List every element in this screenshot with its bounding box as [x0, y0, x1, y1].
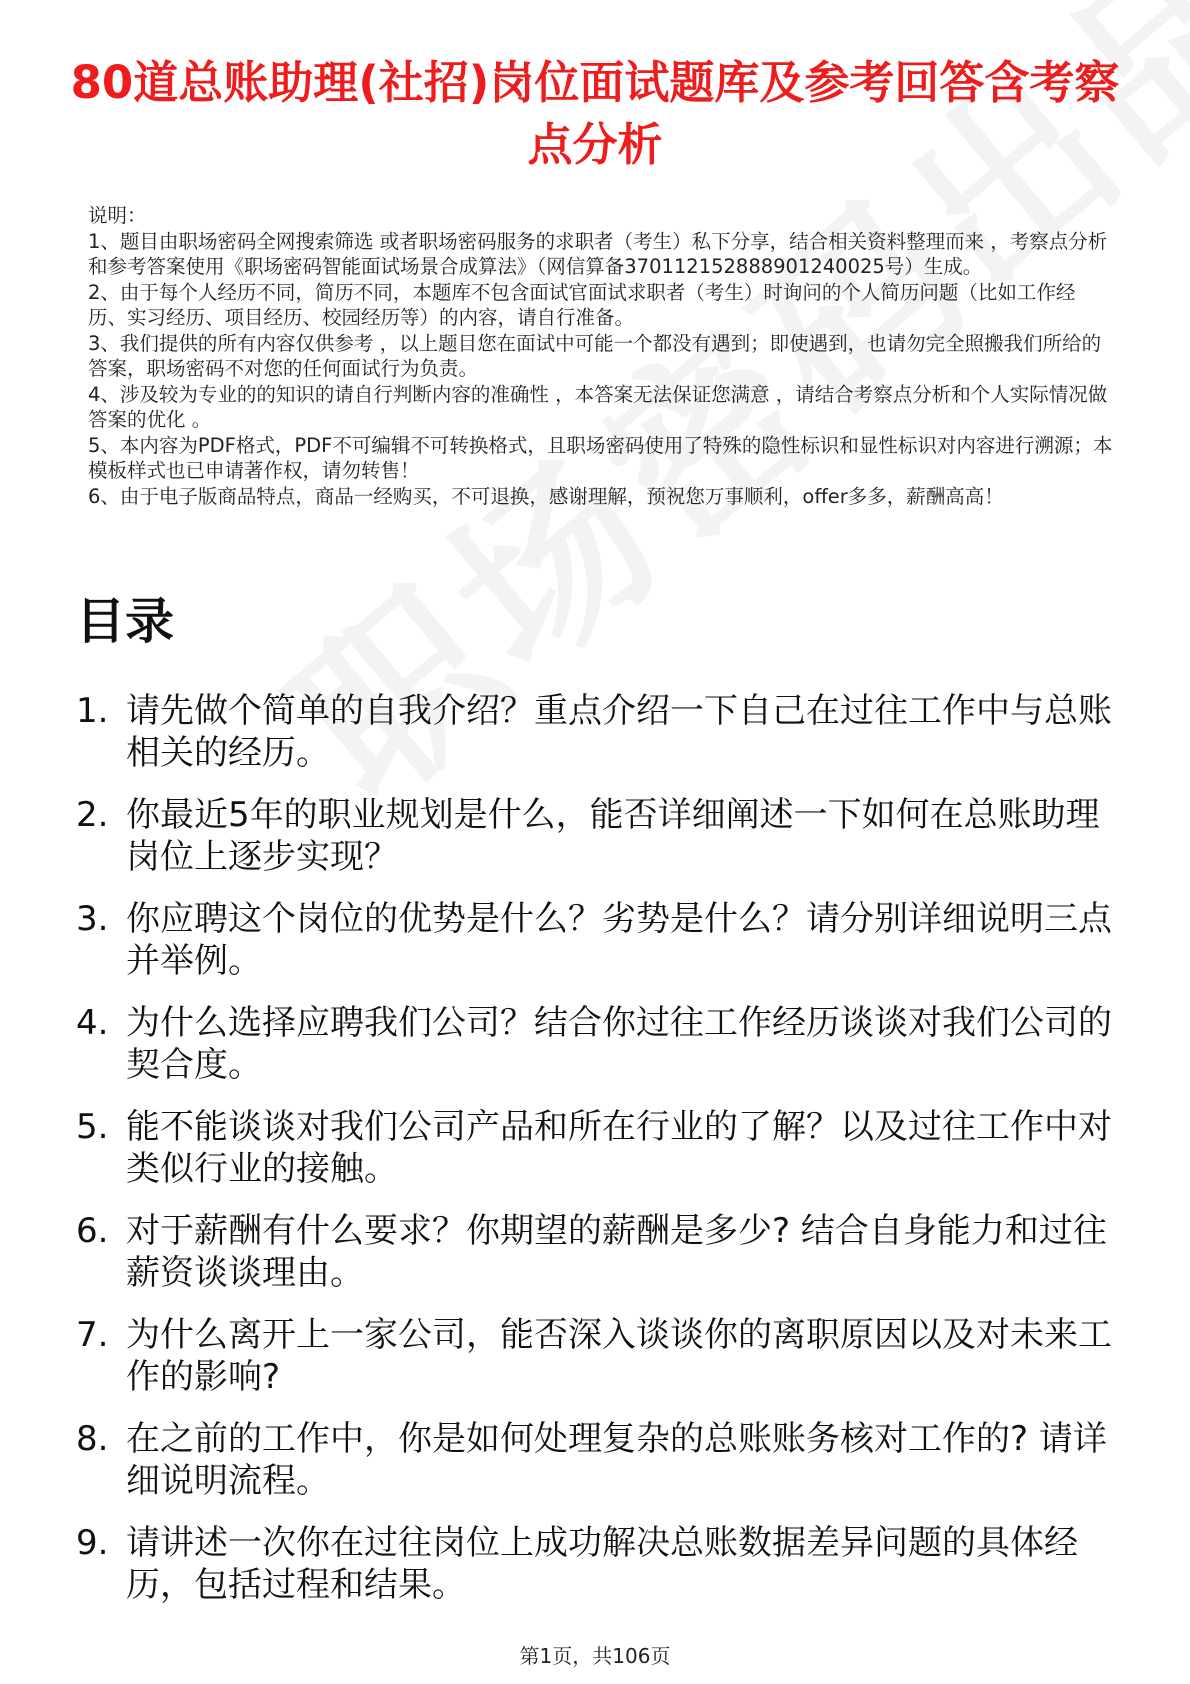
toc-item[interactable]: [76, 1210, 1126, 1294]
toc-item-text: 为什么选择应聘我们公司？结合你过往工作经历谈谈对我们公司的契合度。: [126, 1003, 1112, 1085]
toc-list: [76, 690, 1126, 1626]
toc-item[interactable]: [76, 1106, 1126, 1190]
toc-item-text: 在之前的工作中，你是如何处理复杂的总账账务核对工作的? 请详细说明流程。: [126, 1419, 1107, 1501]
toc-item[interactable]: [76, 1522, 1126, 1606]
toc-item-text: 请先做个简单的自我介绍？重点介绍一下自己在过往工作中与总账相关的经历。: [126, 691, 1112, 773]
page-footer: 第1页，共106页: [519, 1644, 671, 1668]
toc-heading: 目录: [76, 593, 175, 650]
toc-item-number: 1.: [76, 691, 109, 731]
toc-item[interactable]: [76, 1418, 1126, 1502]
toc-item-text: 能不能谈谈对我们公司产品和所在行业的了解？以及过往工作中对类似行业的接触。: [126, 1107, 1112, 1189]
toc-item[interactable]: [76, 1002, 1126, 1086]
note-item: 3、我们提供的所有内容仅供参考 ，以上题目您在面试中可能一个都没有遇到；即使遇到，也请勿完全照搬我们所给的答案，职场密码不对您的任何面试行为负责。: [88, 331, 1102, 380]
toc-item-text: 请讲述一次你在过往岗位上成功解决总账数据差异问题的具体经历，包括过程和结果。: [126, 1523, 1078, 1605]
toc-item-number: 8.: [76, 1419, 109, 1459]
toc-item-text: 你最近5年的职业规划是什么，能否详细阐述一下如何在总账助理岗位上逐步实现？: [126, 795, 1100, 877]
toc-item[interactable]: [76, 690, 1126, 774]
document-title: 80道总账助理(社招)岗位面试题库及参考回答含考察点分析: [70, 56, 1120, 171]
toc-item-number: 2.: [76, 795, 109, 835]
notes-section: [88, 203, 1113, 509]
toc-item-number: 7.: [76, 1315, 109, 1355]
note-item: 5、本内容为PDF格式，PDF不可编辑不可转换格式，且职场密码使用了特殊的隐性标识和显性标识对内容进行溯源；本模板样式也已申请著作权，请勿转售！: [88, 433, 1113, 482]
toc-item-number: 6.: [76, 1211, 109, 1251]
toc-item-number: 9.: [76, 1523, 109, 1563]
note-item: 4、涉及较为专业的的知识的请自行判断内容的准确性 ，本答案无法保证您满意 ，请结合考察点分析和个人实际情况做答案的优化 。: [88, 382, 1108, 431]
notes-heading: 说明：: [88, 204, 147, 227]
note-item: 2、由于每个人经历不同，简历不同，本题库不包含面试官面试求职者（考生）时询问的个人简历问题（比如工作经历、实习经历、项目经历、校园经历等）的内容，请自行准备。: [88, 280, 1076, 329]
toc-item[interactable]: [76, 1314, 1126, 1398]
toc-item-number: 5.: [76, 1107, 109, 1147]
toc-item-text: 对于薪酬有什么要求？你期望的薪酬是多少? 结合自身能力和过往薪资谈谈理由。: [126, 1211, 1107, 1293]
toc-item[interactable]: [76, 794, 1126, 878]
toc-item-number: 3.: [76, 899, 109, 939]
note-item: 1、题目由职场密码全网搜索筛选 或者职场密码服务的求职者（考生）私下分享，结合相关资料整理而来 ，考察点分析和参考答案使用《职场密码智能面试场景合成算法》（网信算备370112152888901240025号）生成。: [88, 229, 1108, 278]
toc-item-text: 你应聘这个岗位的优势是什么？劣势是什么？请分别详细说明三点并举例。: [126, 899, 1112, 981]
note-item: 6、由于电子版商品特点，商品一经购买，不可退换，感谢理解，预祝您万事顺利，offer多多，薪酬高高！: [88, 484, 1004, 508]
toc-item-number: 4.: [76, 1003, 109, 1043]
toc-item-text: 为什么离开上一家公司，能否深入谈谈你的离职原因以及对未来工作的影响?: [126, 1315, 1112, 1397]
toc-item[interactable]: [76, 898, 1126, 982]
